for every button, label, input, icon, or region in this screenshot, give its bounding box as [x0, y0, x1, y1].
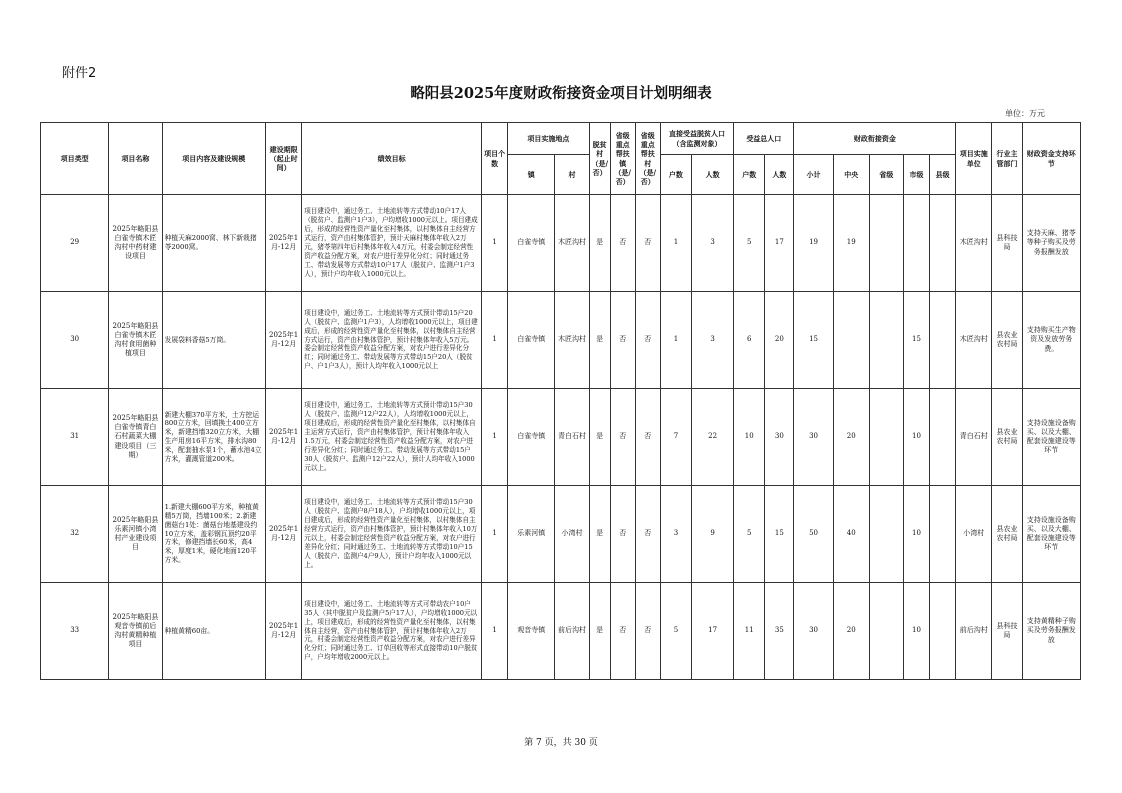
cell-dept: 县科技局 [992, 583, 1022, 680]
cell-prov-key-village: 否 [635, 583, 660, 680]
header-provincial: 省级 [869, 155, 903, 195]
cell-period: 2025年1月-12月 [266, 292, 302, 389]
header-dept: 行业主管部门 [992, 123, 1022, 195]
cell-type: 29 [41, 195, 109, 292]
cell-name: 2025年略阳县乐素河镇小湾村产业建设项目 [109, 486, 162, 583]
cell-subtotal: 30 [794, 389, 833, 486]
cell-period: 2025年1月-12月 [266, 195, 302, 292]
cell-period: 2025年1月-12月 [266, 583, 302, 680]
header-period: 建设期限（起止时间） [266, 123, 302, 195]
cell-central [833, 292, 869, 389]
cell-content: 种植天麻2000窝、林下新栽猪苓2000窝。 [162, 195, 265, 292]
cell-content: 1.新建大棚600平方米，种植黄精5万筒，挡墙100米；2.新建菌菇台1处：菌菇台地基建设约10立方米，盖彩钢瓦顶约20平方米，修建挡墙长60米，高4米，厚度1米，硬化地面120平方米。 [162, 486, 265, 583]
table-row [41, 389, 1081, 486]
cell-county [930, 195, 956, 292]
attachment-label: 附件2 [62, 66, 97, 81]
header-impl-unit: 项目实施单位 [956, 123, 992, 195]
cell-total-households: 10 [734, 389, 765, 486]
cell-type: 32 [41, 486, 109, 583]
header-total-households: 户数 [734, 155, 765, 195]
cell-performance: 项目建设中，通过务工、土地流转等方式预计带动15户30人（脱贫户、监测户12户22人），人均增收1000元以上，项目建成后，形成的经营性资产量化至村集体，以村集体自主运营方式运行，资产由村集体管护，预计村集体年收入1.5万元，村委会制定经营性资产收益分配方案，对农户进行差异化分红；同时通过务工、带动发展等方式带动15户30人（脱贫户、监测户12户22人），预计人均年收入1000元以上。 [302, 389, 482, 486]
cell-total-households: 5 [734, 486, 765, 583]
cell-count: 1 [482, 195, 508, 292]
cell-prov-key-village: 否 [635, 195, 660, 292]
cell-provincial [869, 292, 903, 389]
header-support: 财政资金支持环节 [1022, 123, 1080, 195]
cell-poverty-village: 是 [589, 583, 610, 680]
header-village: 村 [555, 155, 589, 195]
header-central: 中央 [833, 155, 869, 195]
cell-direct-people: 3 [692, 195, 734, 292]
cell-content: 发展袋料香菇5万筒。 [162, 292, 265, 389]
header-content: 项目内容及建设规模 [162, 123, 265, 195]
header-total-people: 人数 [765, 155, 794, 195]
header-project-type: 项目类型 [41, 123, 109, 195]
cell-total-households: 11 [734, 583, 765, 680]
cell-central: 19 [833, 195, 869, 292]
cell-period: 2025年1月-12月 [266, 486, 302, 583]
cell-provincial [869, 195, 903, 292]
cell-prov-key-village: 否 [635, 486, 660, 583]
cell-prov-key-town: 否 [610, 583, 635, 680]
cell-provincial [869, 486, 903, 583]
cell-name: 2025年略阳县白雀寺镇木匠沟村食用菌种植项目 [109, 292, 162, 389]
cell-name: 2025年略阳县观音寺镇前后沟村黄精种植项目 [109, 583, 162, 680]
cell-dept: 县农业农村局 [992, 486, 1022, 583]
cell-direct-households: 1 [660, 195, 691, 292]
cell-subtotal: 50 [794, 486, 833, 583]
cell-poverty-village: 是 [589, 195, 610, 292]
cell-central: 40 [833, 486, 869, 583]
cell-county [930, 583, 956, 680]
cell-performance: 项目建设中，通过务工、土地流转等方式带动10户17人（脱贫户、监测户1户3），户均增收1000元以上。项目建成后，形成的经营性资产量化至村集体，以村集体自主经营方式运行，资产由村集体管护，预计天麻村集体年收入2万元，猪苓第四年后村集体年收入4万元，村委会制定经营性资产收益分配方案，对农户进行差异化分红；同时通过务工、带动发展等方式带动10户17人（脱贫户、监测户1户3人），预计户均年收入1000元以上。 [302, 195, 482, 292]
header-total-benefit: 受益总人口 [734, 123, 794, 155]
cell-subtotal: 15 [794, 292, 833, 389]
header-poverty-village: 脱贫村（是/否） [589, 123, 610, 195]
cell-city: 10 [903, 486, 929, 583]
cell-town: 白雀寺镇 [508, 389, 555, 486]
cell-count: 1 [482, 292, 508, 389]
cell-prov-key-village: 否 [635, 389, 660, 486]
cell-county [930, 389, 956, 486]
cell-impl-unit: 青白石村 [956, 389, 992, 486]
cell-impl-unit: 前后沟村 [956, 583, 992, 680]
table-row [41, 583, 1081, 680]
header-prov-key-village: 省级重点帮扶村（是/否） [635, 123, 660, 195]
cell-support: 支持黄精种子购买及劳务报酬发放 [1022, 583, 1080, 680]
cell-poverty-village: 是 [589, 292, 610, 389]
cell-city: 10 [903, 583, 929, 680]
cell-type: 30 [41, 292, 109, 389]
cell-impl-unit: 木匠沟村 [956, 195, 992, 292]
cell-dept: 县农业农村局 [992, 389, 1022, 486]
cell-direct-households: 1 [660, 292, 691, 389]
cell-name: 2025年略阳县白雀寺镇青白石村蔬菜大棚建设项目（三期） [109, 389, 162, 486]
header-prov-key-town: 省级重点帮扶镇（是/否） [610, 123, 635, 195]
cell-village: 木匠沟村 [555, 195, 589, 292]
header-count: 项目个数 [482, 123, 508, 195]
cell-dept: 县农业农村局 [992, 292, 1022, 389]
cell-total-people: 17 [765, 195, 794, 292]
header-direct-people: 人数 [692, 155, 734, 195]
cell-prov-key-town: 否 [610, 486, 635, 583]
header-funds: 财政衔接资金 [794, 123, 956, 155]
cell-direct-people: 9 [692, 486, 734, 583]
header-direct-households: 户数 [660, 155, 691, 195]
project-table [40, 122, 1081, 680]
cell-central: 20 [833, 389, 869, 486]
cell-direct-people: 3 [692, 292, 734, 389]
cell-total-people: 20 [765, 292, 794, 389]
cell-count: 1 [482, 486, 508, 583]
page-footer: 第 7 页，共 30 页 [524, 738, 598, 748]
cell-count: 1 [482, 583, 508, 680]
cell-village: 木匠沟村 [555, 292, 589, 389]
cell-poverty-village: 是 [589, 389, 610, 486]
cell-central: 20 [833, 583, 869, 680]
page-title: 略阳县2025年度财政衔接资金项目计划明细表 [410, 85, 712, 102]
table-row [41, 292, 1081, 389]
cell-provincial [869, 389, 903, 486]
header-town: 镇 [508, 155, 555, 195]
cell-direct-households: 7 [660, 389, 691, 486]
table-row [41, 486, 1081, 583]
cell-impl-unit: 小湾村 [956, 486, 992, 583]
cell-performance: 项目建设中，通过务工、土地流转等方式预计带动15户30人（脱贫户、监测户8户18人），户均增收1000元以上，项目建成后，形成的经营性资产量化至村集体，以村集体自主经营方式运行，资产由村集体管护，预计村集体年收入10万元以上，村委会制定经营性资产收益分配方案，对农户进行差异化分红；同时通过务工、土地流转等方式带动10户15人（脱贫户、监测户4户9人），预计户均年收入1000元以上。 [302, 486, 482, 583]
cell-direct-households: 3 [660, 486, 691, 583]
cell-direct-people: 17 [692, 583, 734, 680]
cell-subtotal: 30 [794, 583, 833, 680]
cell-poverty-village: 是 [589, 486, 610, 583]
cell-town: 观音寺镇 [508, 583, 555, 680]
cell-total-people: 15 [765, 486, 794, 583]
cell-village: 前后沟村 [555, 583, 589, 680]
header-project-name: 项目名称 [109, 123, 162, 195]
cell-direct-people: 22 [692, 389, 734, 486]
table-row [41, 195, 1081, 292]
cell-city: 10 [903, 389, 929, 486]
cell-village: 青白石村 [555, 389, 589, 486]
cell-village: 小湾村 [555, 486, 589, 583]
cell-prov-key-town: 否 [610, 292, 635, 389]
cell-total-people: 35 [765, 583, 794, 680]
cell-support: 支持设施设备购买、以及大棚、配套设施建设等环节 [1022, 486, 1080, 583]
cell-direct-households: 5 [660, 583, 691, 680]
cell-performance: 项目建设中，通过务工、土地流转等方式预计带动15户20人（脱贫户、监测户1户3），人均增收1000元以上，项目建成后，形成的经营性资产量化至村集体，以村集体自主经营方式运行，资产由村集体管护，预计村集体年收入5万元。委会制定经营性资产收益分配方案，对农户进行差异化分红；同时通过务工、带动发展等方式带动15户20人（脱贫户、户1户3人），预计人均年收入1000元以上 [302, 292, 482, 389]
cell-prov-key-village: 否 [635, 292, 660, 389]
cell-prov-key-town: 否 [610, 389, 635, 486]
cell-impl-unit: 木匠沟村 [956, 292, 992, 389]
header-performance: 绩效目标 [302, 123, 482, 195]
cell-town: 乐素河镇 [508, 486, 555, 583]
cell-total-people: 30 [765, 389, 794, 486]
cell-total-households: 6 [734, 292, 765, 389]
cell-support: 支持设施设备购买、以及大棚、配套设施建设等环节 [1022, 389, 1080, 486]
cell-dept: 县科技局 [992, 195, 1022, 292]
cell-city [903, 195, 929, 292]
cell-support: 支持购买生产物资及发放劳务费。 [1022, 292, 1080, 389]
cell-subtotal: 19 [794, 195, 833, 292]
cell-county [930, 292, 956, 389]
cell-performance: 项目建设中，通过务工、土地流转等方式可带动农户10户35人（其中脱贫户及监测户5户17人），户均增收1000元以上，项目建成后，形成的经营性资产量化至村集体，以村集体自主经营，资产由村集体管护，预计村集体年收入2万元，村委会制定经营性资产收益分配方案，对农户进行差异化分红；同时通过务工、订单回收等形式直接带动10户脱贫户，户均年增收2000元以上。 [302, 583, 482, 680]
cell-support: 支持天麻、猪苓等种子购买及劳务报酬发放 [1022, 195, 1080, 292]
cell-type: 31 [41, 389, 109, 486]
cell-content: 新建大棚370平方米，土方挖运800立方米，回填换土400立方米，新建挡墙320立方米，大棚生产用房16平方米，排水沟80米，配套抽水泵1个，蓄水池4立方米，灌溉管道200米。 [162, 389, 265, 486]
cell-city: 15 [903, 292, 929, 389]
header-county: 县级 [930, 155, 956, 195]
header-location: 项目实施地点 [508, 123, 589, 155]
cell-town: 白雀寺镇 [508, 195, 555, 292]
cell-prov-key-town: 否 [610, 195, 635, 292]
cell-total-households: 5 [734, 195, 765, 292]
header-city: 市级 [903, 155, 929, 195]
header-direct-benefit: 直接受益脱贫人口（含监测对象） [660, 123, 733, 155]
unit-label: 单位：万元 [1005, 109, 1045, 118]
cell-name: 2025年略阳县白雀寺镇木匠沟村中药材建设项目 [109, 195, 162, 292]
cell-county [930, 486, 956, 583]
cell-count: 1 [482, 389, 508, 486]
cell-content: 种植黄精60亩。 [162, 583, 265, 680]
cell-period: 2025年1月-12月 [266, 389, 302, 486]
cell-provincial [869, 583, 903, 680]
cell-type: 33 [41, 583, 109, 680]
cell-town: 白雀寺镇 [508, 292, 555, 389]
header-subtotal: 小计 [794, 155, 833, 195]
